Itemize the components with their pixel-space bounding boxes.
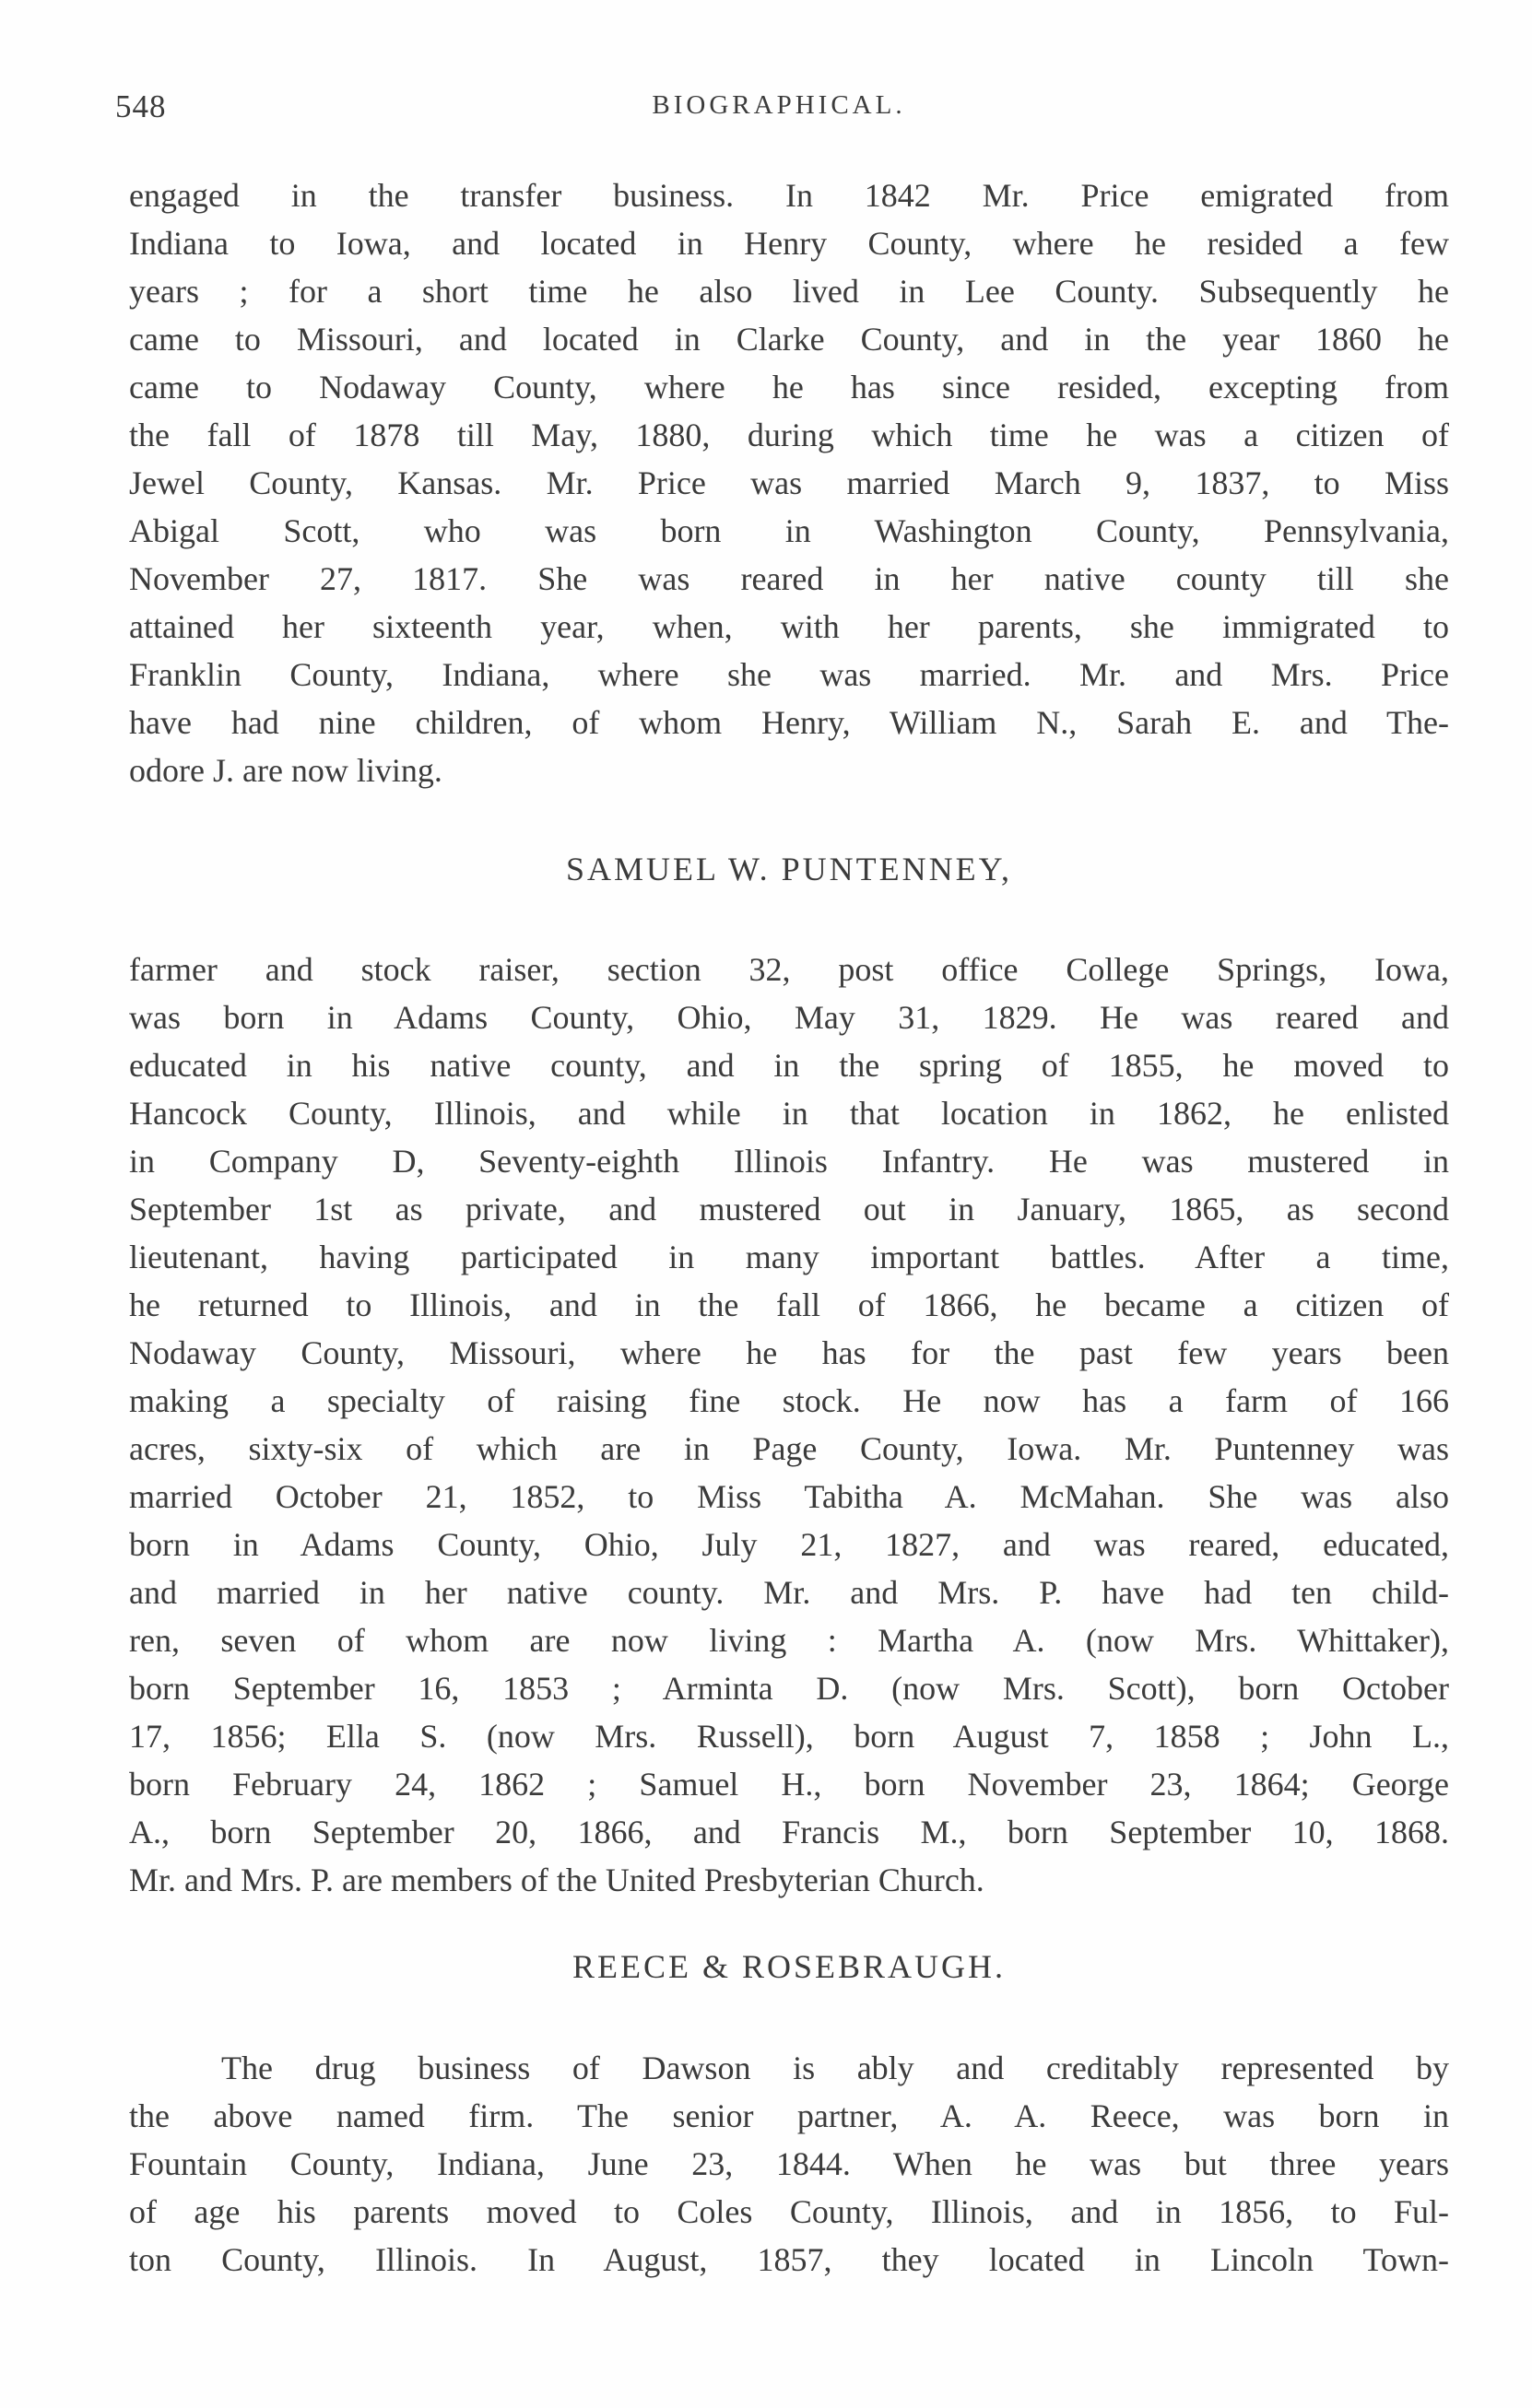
- text-line: married October 21, 1852, to Miss Tabitha A. McMahan. She was also: [129, 1478, 1449, 1515]
- text-line: Fountain County, Indiana, June 23, 1844. When he was but three years: [129, 2145, 1449, 2182]
- text-line: The drug business of Dawson is ably and creditably represented by: [221, 2050, 1449, 2086]
- reece-rosebraugh-paragraph: [129, 2044, 1449, 2284]
- text-line: engaged in the transfer business. In 1842 Mr. Price emigrated from: [129, 177, 1449, 214]
- text-line: attained her sixteenth year, when, with her parents, she immigrated to: [129, 608, 1449, 645]
- text-line: Mr. and Mrs. P. are members of the United Presbyterian Church.: [129, 1862, 984, 1898]
- price-biography-paragraph: [129, 171, 1449, 794]
- text-line: years ; for a short time he also lived in Lee County. Subsequently he: [129, 273, 1449, 310]
- text-line: farmer and stock raiser, section 32, post office College Springs, Iowa,: [129, 951, 1449, 988]
- text-line: Indiana to Iowa, and located in Henry County, where he resided a few: [129, 225, 1449, 262]
- text-line: ren, seven of whom are now living : Martha A. (now Mrs. Whittaker),: [129, 1622, 1449, 1659]
- text-line: odore J. are now living.: [129, 752, 442, 789]
- text-line: have had nine children, of whom Henry, William N., Sarah E. and The-: [129, 704, 1449, 741]
- text-line: November 27, 1817. She was reared in her native county till she: [129, 560, 1449, 597]
- page-number: 548: [115, 88, 167, 124]
- text-line: the fall of 1878 till May, 1880, during which time he was a citizen of: [129, 417, 1449, 453]
- puntenney-biography-paragraph: [129, 946, 1449, 1904]
- text-line: came to Nodaway County, where he has since resided, excepting from: [129, 369, 1449, 405]
- text-line: Hancock County, Illinois, and while in that location in 1862, he enlisted: [129, 1095, 1449, 1132]
- text-line: born September 16, 1853 ; Arminta D. (now Mrs. Scott), born October: [129, 1670, 1449, 1707]
- text-line: in Company D, Seventy-eighth Illinois Infantry. He was mustered in: [129, 1143, 1449, 1180]
- text-line: the above named firm. The senior partner, A. A. Reece, was born in: [129, 2097, 1449, 2134]
- text-line: was born in Adams County, Ohio, May 31, 1829. He was reared and: [129, 999, 1449, 1036]
- text-line: of age his parents moved to Coles County, Illinois, and in 1856, to Ful-: [129, 2193, 1449, 2230]
- running-head: [115, 88, 1443, 135]
- text-line: born in Adams County, Ohio, July 21, 1827, and was reared, educated,: [129, 1526, 1449, 1563]
- text-line: Abigal Scott, who was born in Washington County, Pennsylvania,: [129, 512, 1449, 549]
- text-line: making a specialty of raising fine stock. He now has a farm of 166: [129, 1382, 1449, 1419]
- text-line: September 1st as private, and mustered out in January, 1865, as second: [129, 1191, 1449, 1227]
- text-line: educated in his native county, and in the spring of 1855, he moved to: [129, 1047, 1449, 1084]
- section-heading-reece-rosebraugh: REECE & ROSEBRAUGH.: [572, 1948, 1007, 1985]
- text-line: Franklin County, Indiana, where she was married. Mr. and Mrs. Price: [129, 656, 1449, 693]
- section-heading-puntenney: SAMUEL W. PUNTENNEY,: [565, 851, 1013, 887]
- text-line: came to Missouri, and located in Clarke County, and in the year 1860 he: [129, 321, 1449, 358]
- text-line: A., born September 20, 1866, and Francis M., born September 10, 1868.: [129, 1814, 1449, 1850]
- text-line: Jewel County, Kansas. Mr. Price was married March 9, 1837, to Miss: [129, 464, 1449, 501]
- text-line: and married in her native county. Mr. and Mrs. P. have had ten child-: [129, 1574, 1449, 1611]
- text-line: he returned to Illinois, and in the fall of 1866, he became a citizen of: [129, 1286, 1449, 1323]
- text-line: acres, sixty-six of which are in Page County, Iowa. Mr. Puntenney was: [129, 1430, 1449, 1467]
- text-line: 17, 1856; Ella S. (now Mrs. Russell), born August 7, 1858 ; John L.,: [129, 1718, 1449, 1755]
- text-line: ton County, Illinois. In August, 1857, they located in Lincoln Town-: [129, 2241, 1449, 2278]
- text-line: born February 24, 1862 ; Samuel H., born November 23, 1864; George: [129, 1766, 1449, 1803]
- text-line: Nodaway County, Missouri, where he has for the past few years been: [129, 1334, 1449, 1371]
- text-line: lieutenant, having participated in many important battles. After a time,: [129, 1239, 1449, 1275]
- running-head-title: BIOGRAPHICAL.: [652, 90, 906, 120]
